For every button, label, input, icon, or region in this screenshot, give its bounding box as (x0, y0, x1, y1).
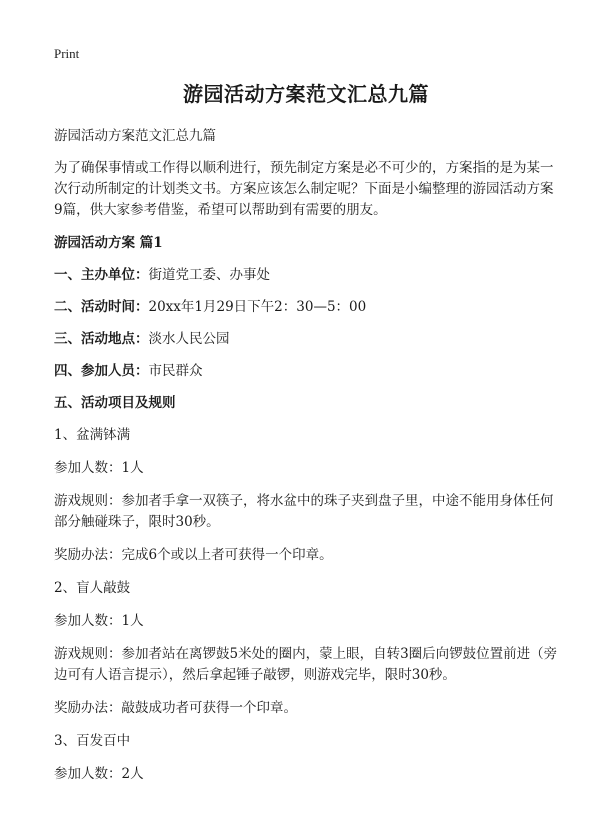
host-line (54, 265, 558, 285)
item3-title: 3、百发百中 (54, 733, 131, 749)
time-label: 二、活动时间： (54, 299, 149, 315)
item1-title: 1、盆满钵满 (54, 427, 131, 443)
section-heading: 游园活动方案 篇1 (54, 235, 163, 251)
people-label: 四、参加人员： (54, 363, 149, 379)
item2-title: 2、盲人敲鼓 (54, 580, 131, 596)
item3-count: 参加人数：2人 (54, 766, 144, 782)
host-value: 街道党工委、办事处 (148, 267, 270, 283)
time-value: 20xx年1月29日下午2：30—5：00 (148, 299, 367, 315)
print-link[interactable]: Print (54, 46, 80, 61)
intro-paragraph: 为了确保事情或工作得以顺利进行，预先制定方案是必不可少的，方案指的是为某一次行动所制定的计划类文书。方案应该怎么制定呢？下面是小编整理的游园活动方案9篇，供大家参考借鉴，希望可以帮助到有需要的朋友。 (54, 160, 554, 218)
host-label: 一、主办单位： (54, 267, 149, 283)
people-line (54, 361, 558, 381)
item2-rule: 游戏规则：参加者站在离锣鼓5米处的圈内，蒙上眼，自转3圈后向锣鼓位置前进（旁边可有人语言提示），然后拿起锤子敲锣，则游戏完毕，限时30秒。 (54, 646, 558, 683)
time-line (54, 297, 558, 317)
item1-reward: 奖励办法：完成6个或以上者可获得一个印章。 (54, 547, 333, 563)
place-value: 淡水人民公园 (148, 331, 230, 347)
item2-count: 参加人数：1人 (54, 613, 144, 629)
people-value: 市民群众 (148, 363, 203, 379)
item1-count: 参加人数：1人 (54, 460, 144, 476)
place-line (54, 329, 558, 349)
item2-reward: 奖励办法：敲鼓成功者可获得一个印章。 (54, 700, 297, 716)
items-heading: 五、活动项目及规则 (54, 395, 176, 411)
place-label: 三、活动地点： (54, 331, 149, 347)
document-subtitle: 游园活动方案范文汇总九篇 (54, 128, 216, 144)
item1-rule: 游戏规则：参加者手拿一双筷子，将水盆中的珠子夹到盘子里，中途不能用身体任何部分触碰珠子，限时30秒。 (54, 493, 554, 530)
document-title: 游园活动方案范文汇总九篇 (183, 82, 429, 106)
